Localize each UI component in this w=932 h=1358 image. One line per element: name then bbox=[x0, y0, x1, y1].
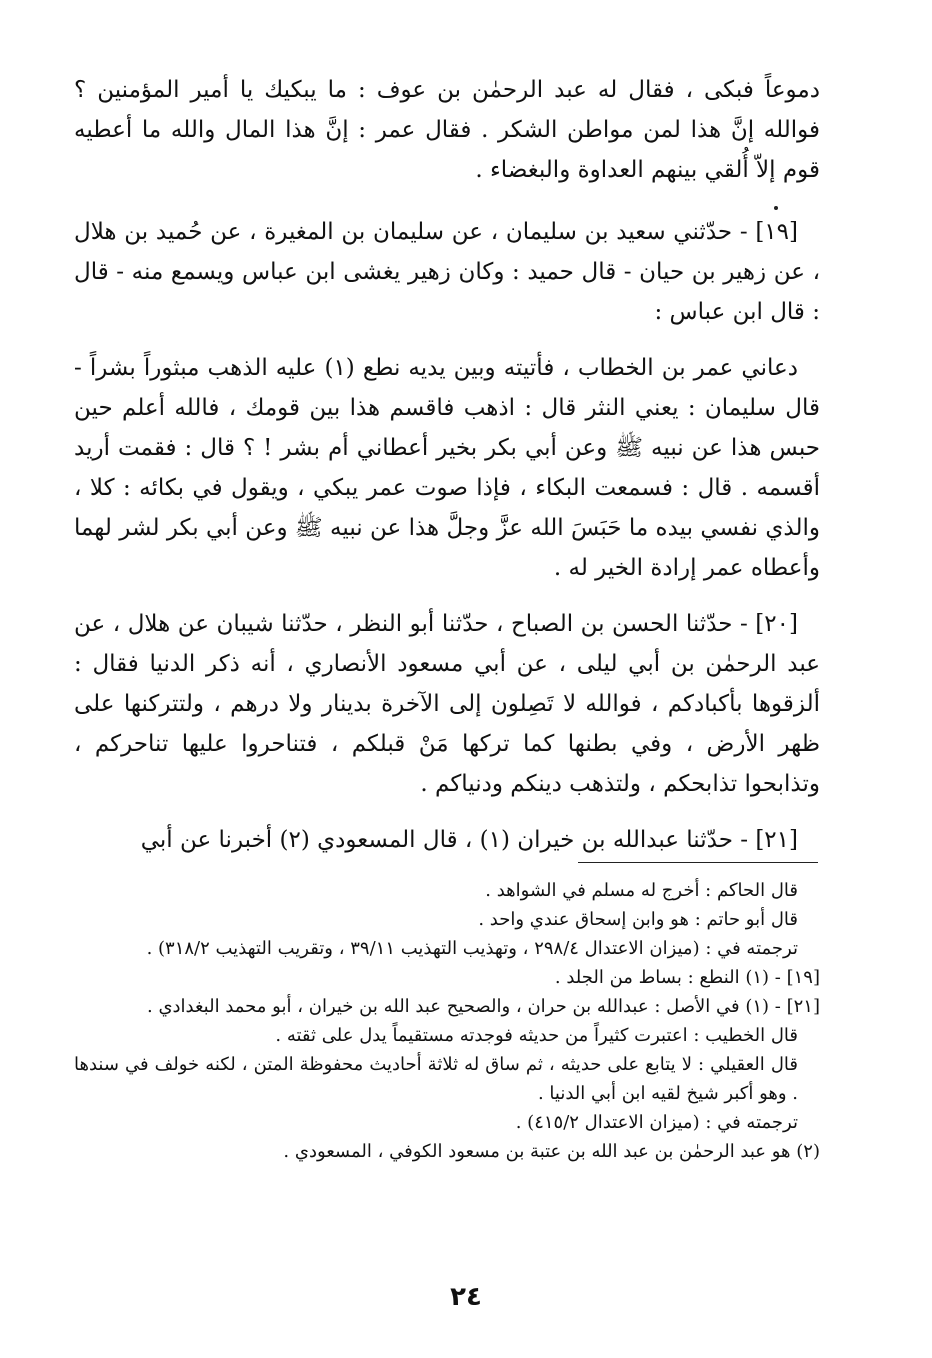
footnote-line: (٢) هو عبد الرحمٰن بن عبد الله بن عتبة بن مسعود الكوفي ، المسعودي . bbox=[283, 1141, 820, 1162]
footnote-separator bbox=[578, 862, 818, 863]
footnote-line: قال الحاكم : أخرج له مسلم في الشواهد . bbox=[485, 880, 798, 901]
footnote-line: ترجمته في : (ميزان الاعتدال ٢٩٨/٤ ، وتهذيب التهذيب ٣٩/١١ ، وتقريب التهذيب ٣١٨/٢) . bbox=[146, 938, 798, 959]
footnote-line: [١٩] - (١) النطع : بساط من الجلد . bbox=[554, 967, 820, 988]
footnotes bbox=[74, 876, 820, 1166]
footnote-line: قال أبو حاتم : هو وابن إسحاق عندي واحد . bbox=[478, 909, 798, 930]
hadith-19-matn: دعاني عمر بن الخطاب ، فأتيته وبين يديه نطع (١) عليه الذهب مبثوراً بشراً - قال سليمان : يعني النثر قال : اذهب فاقسم هذا بين قومك ، فالله أعلم حين حبس هذا عن نبيه ﷺ وعن أبي بكر بخير أعطاني أم بشر ! ؟ قال : فقمت أريد أقسمه . قال : فسمعت البكاء ، فإذا صوت عمر يبكي ، ويقول في بكائه : كلا ، والذي نفسي بيده ما حَبَسَ الله عزَّ وجلَّ هذا عن نبيه ﷺ وعن أبي بكر لشر لهما وأعطاه عمر إرادة الخير له . bbox=[74, 355, 820, 581]
hadith-21-start: [٢١] - حدّثنا عبدالله بن خيران (١) ، قال المسعودي (٢) أخبرنا عن أبي bbox=[140, 827, 798, 853]
hadith-20: [٢٠] - حدّثنا الحسن بن الصباح ، حدّثنا أبو النظر ، حدّثنا شيبان عن هلال ، عن عبد الرحمٰن بن أبي ليلى ، عن أبي مسعود الأنصاري ، أنه ذكر الدنيا فقال : ألزقوها بأكبادكم ، فوالله لا تَصِلون إلى الآخرة بدينار ولا درهم ، ولتتركنها على ظهر الأرض ، وفي بطنها كما تركها مَنْ قبلكم ، فتناحروا عليها تناحركم ، وتذابحوا تذابحكم ، ولتذهب دينكم ودنياكم . bbox=[74, 611, 820, 797]
footnote-line: [٢١] - (١) في الأصل : عبدالله بن حران ، والصحيح عبد الله بن خيران ، أبو محمد البغدادي . bbox=[147, 996, 820, 1017]
footnote-line: قال العقيلي : لا يتابع على حديثه ، ثم ساق له ثلاثة أحاديث محفوظة المتن ، لكنه خولف في سندها . وهو أكبر شيخ لقيه ابن أبي الدنيا . bbox=[74, 1054, 798, 1104]
page-number: ٢٤ bbox=[450, 1282, 482, 1312]
paragraph-continuation: دموعاً فبكى ، فقال له عبد الرحمٰن بن عوف : ما يبكيك يا أمير المؤمنين ؟ فوالله إنَّ هذا لمن مواطن الشكر . فقال عمر : إنَّ هذا المال والله ما أعطيه قوم إلاّ أُلقي بينهم العداوة والبغضاء . bbox=[74, 77, 820, 183]
footnote-line: قال الخطيب : اعتبرت كثيراً من حديثه فوجدته مستقيماً يدل على ثقته . bbox=[275, 1025, 798, 1046]
hadith-19-isnad: [١٩] - حدّثني سعيد بن سليمان ، عن سليمان بن المغيرة ، عن حُميد بن هلال ، عن زهير بن حيان - قال حميد : وكان زهير يغشى ابن عباس ويسمع منه - قال : قال ابن عباس : bbox=[74, 219, 820, 325]
footnote-line: ترجمته في : (ميزان الاعتدال ٤١٥/٢) . bbox=[515, 1112, 798, 1133]
ink-dot bbox=[774, 206, 778, 210]
